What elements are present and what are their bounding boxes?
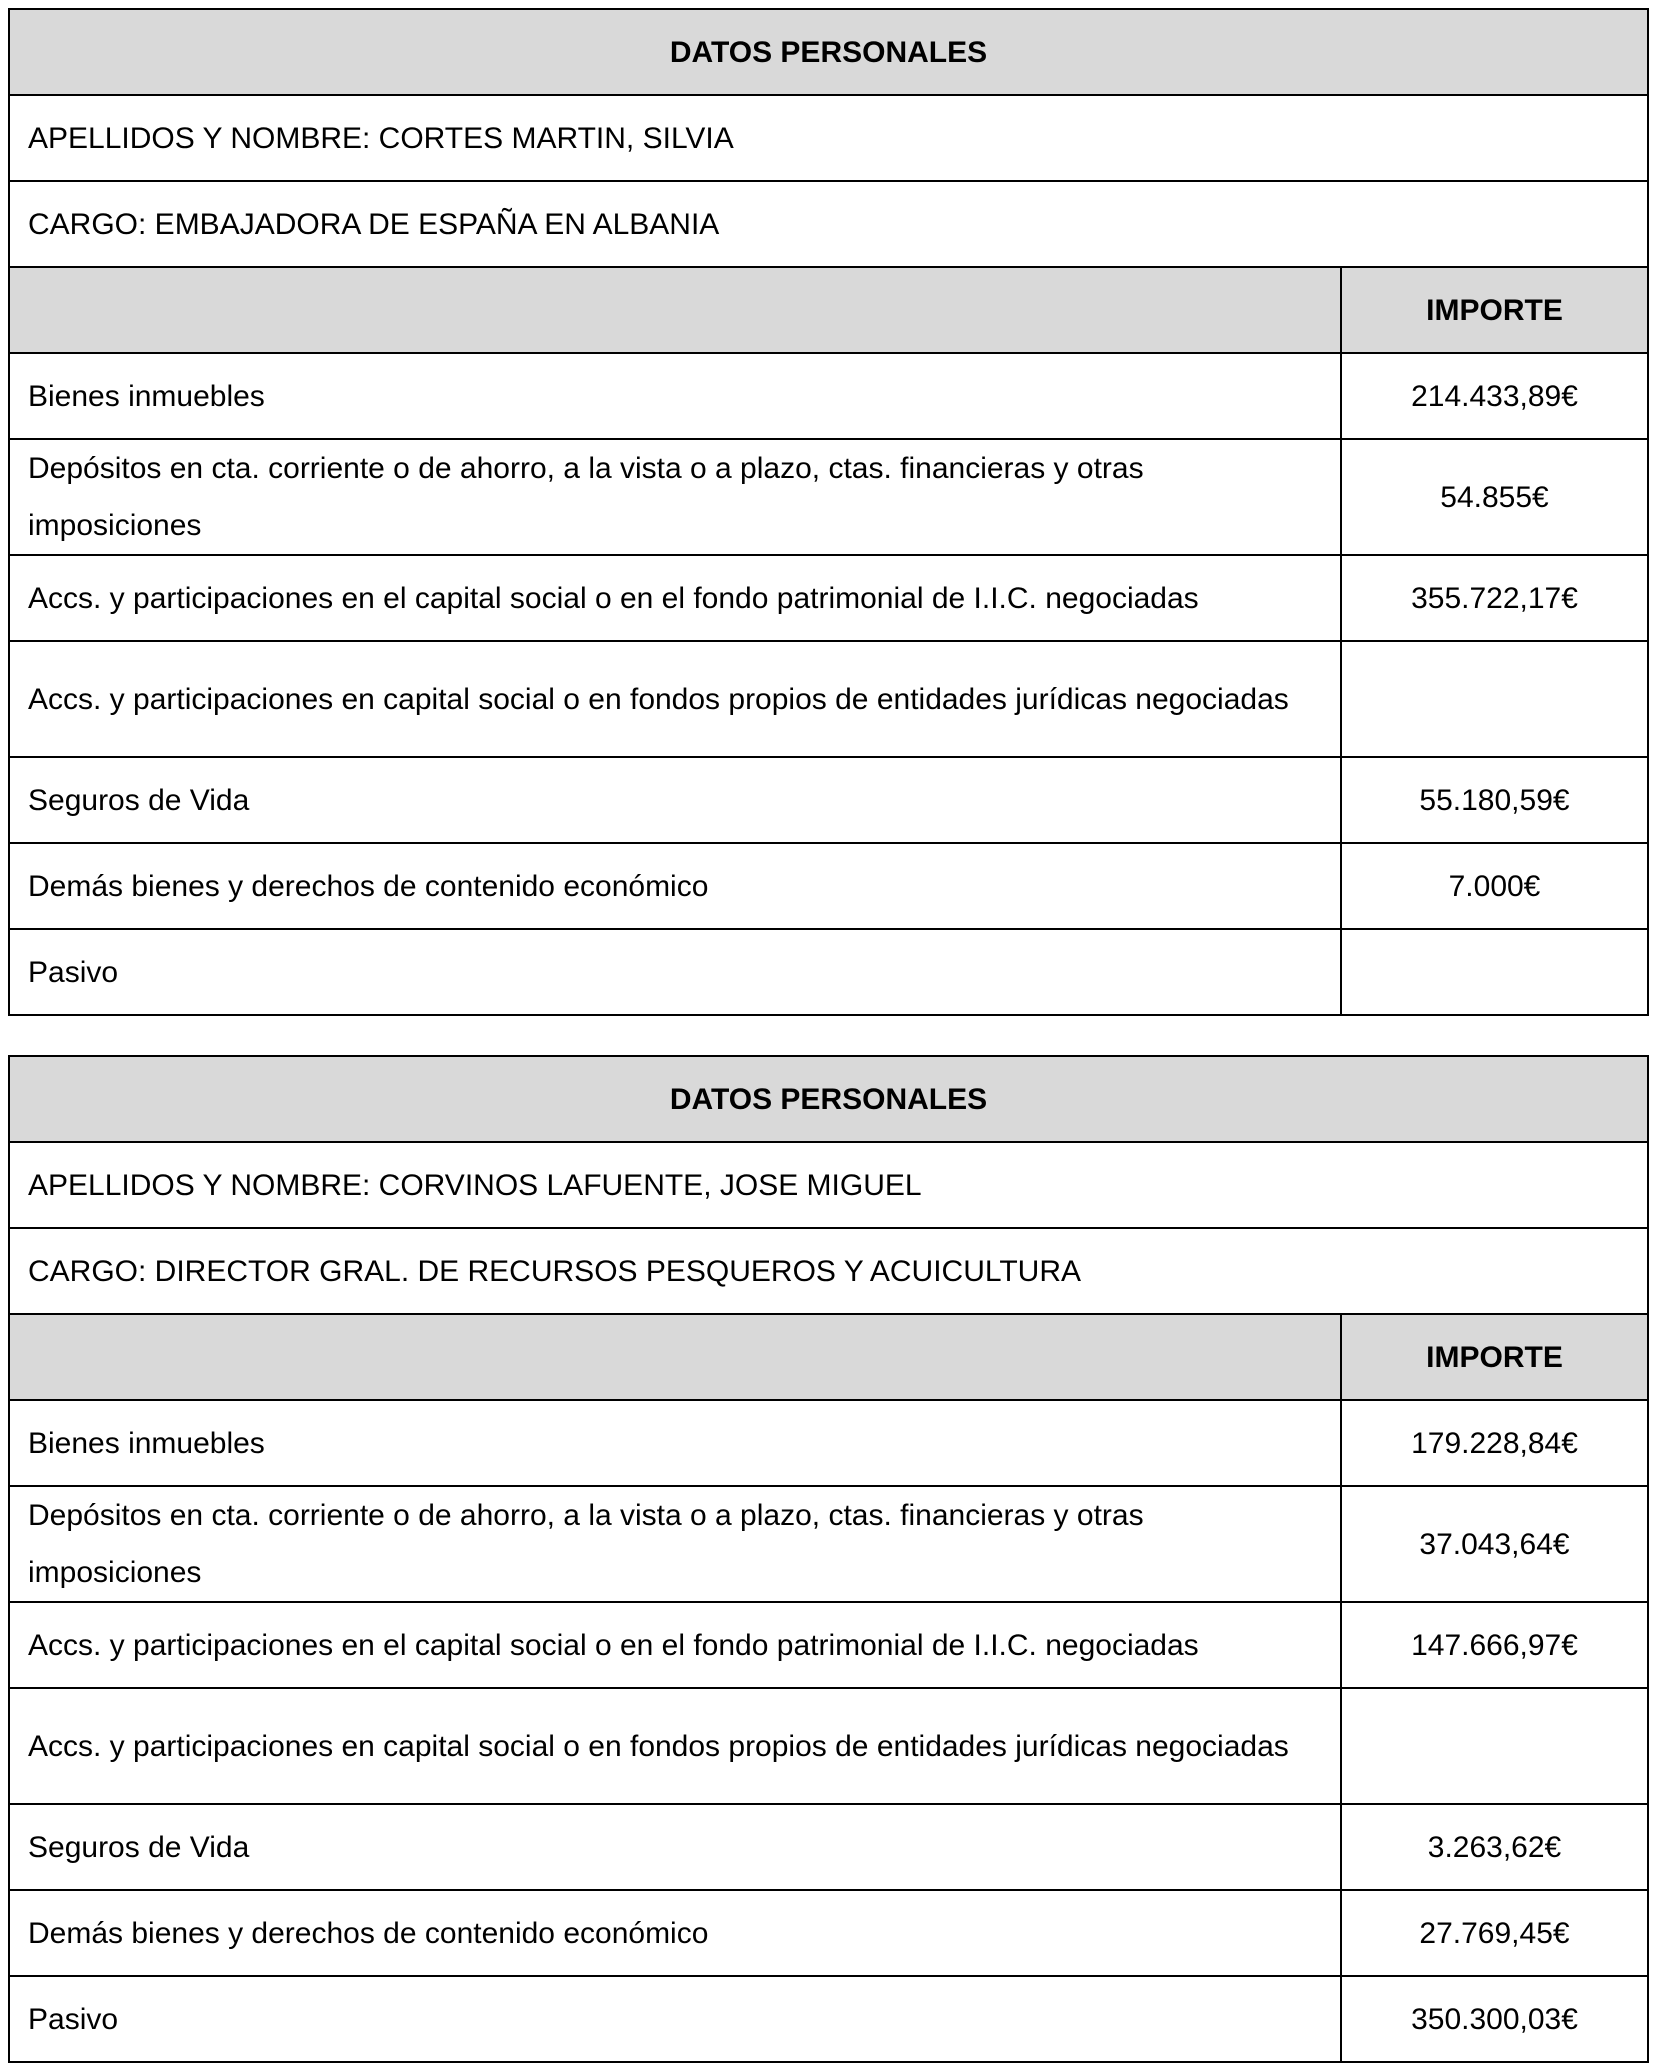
asset-amount	[1341, 1688, 1648, 1804]
asset-row	[9, 1804, 1648, 1890]
asset-row	[9, 1688, 1648, 1804]
asset-amount	[1341, 641, 1648, 757]
liability-amount: 350.300,03€	[1341, 1976, 1648, 2062]
liability-row	[9, 1976, 1648, 2062]
liability-label: Pasivo	[9, 1976, 1341, 2062]
liability-label: Pasivo	[9, 929, 1341, 1015]
blank-header-cell	[9, 1314, 1341, 1400]
asset-row	[9, 1602, 1648, 1688]
asset-label: Depósitos en cta. corriente o de ahorro, a la vista o a plazo, ctas. financieras y otras imposiciones	[9, 439, 1341, 555]
asset-row	[9, 1400, 1648, 1486]
asset-amount: 179.228,84€	[1341, 1400, 1648, 1486]
asset-amount: 37.043,64€	[1341, 1486, 1648, 1602]
asset-label: Accs. y participaciones en capital social o en fondos propios de entidades jurídicas negociadas	[9, 641, 1341, 757]
asset-row	[9, 757, 1648, 843]
asset-row	[9, 843, 1648, 929]
asset-label: Demás bienes y derechos de contenido económico	[9, 843, 1341, 929]
name-row	[9, 95, 1648, 181]
asset-amount: 7.000€	[1341, 843, 1648, 929]
full-name: APELLIDOS Y NOMBRE: CORVINOS LAFUENTE, JOSE MIGUEL	[9, 1142, 1648, 1228]
declaration-table	[8, 1055, 1649, 2063]
section-header-row	[9, 1056, 1648, 1142]
asset-row	[9, 1486, 1648, 1602]
liability-row	[9, 929, 1648, 1015]
section-title: DATOS PERSONALES	[9, 9, 1648, 95]
asset-label: Bienes inmuebles	[9, 353, 1341, 439]
asset-row	[9, 439, 1648, 555]
asset-row	[9, 353, 1648, 439]
asset-amount: 55.180,59€	[1341, 757, 1648, 843]
asset-amount: 214.433,89€	[1341, 353, 1648, 439]
asset-label: Accs. y participaciones en el capital social o en el fondo patrimonial de I.I.C. negociadas	[9, 555, 1341, 641]
section-header-row	[9, 9, 1648, 95]
column-header-row	[9, 1314, 1648, 1400]
asset-amount: 54.855€	[1341, 439, 1648, 555]
column-header-row	[9, 267, 1648, 353]
position: CARGO: EMBAJADORA DE ESPAÑA EN ALBANIA	[9, 181, 1648, 267]
asset-label: Depósitos en cta. corriente o de ahorro, a la vista o a plazo, ctas. financieras y otras imposiciones	[9, 1486, 1341, 1602]
asset-amount: 3.263,62€	[1341, 1804, 1648, 1890]
asset-amount: 355.722,17€	[1341, 555, 1648, 641]
asset-label: Accs. y participaciones en el capital social o en el fondo patrimonial de I.I.C. negociadas	[9, 1602, 1341, 1688]
position: CARGO: DIRECTOR GRAL. DE RECURSOS PESQUEROS Y ACUICULTURA	[9, 1228, 1648, 1314]
amount-header: IMPORTE	[1341, 267, 1648, 353]
position-row	[9, 181, 1648, 267]
asset-row	[9, 641, 1648, 757]
asset-label: Bienes inmuebles	[9, 1400, 1341, 1486]
declaration-table	[8, 8, 1649, 1016]
asset-label: Accs. y participaciones en capital social o en fondos propios de entidades jurídicas negociadas	[9, 1688, 1341, 1804]
asset-label: Seguros de Vida	[9, 757, 1341, 843]
asset-row	[9, 1890, 1648, 1976]
asset-label: Demás bienes y derechos de contenido económico	[9, 1890, 1341, 1976]
name-row	[9, 1142, 1648, 1228]
blank-header-cell	[9, 267, 1341, 353]
section-title: DATOS PERSONALES	[9, 1056, 1648, 1142]
asset-amount: 147.666,97€	[1341, 1602, 1648, 1688]
position-row	[9, 1228, 1648, 1314]
liability-amount	[1341, 929, 1648, 1015]
full-name: APELLIDOS Y NOMBRE: CORTES MARTIN, SILVIA	[9, 95, 1648, 181]
asset-amount: 27.769,45€	[1341, 1890, 1648, 1976]
amount-header: IMPORTE	[1341, 1314, 1648, 1400]
asset-row	[9, 555, 1648, 641]
asset-label: Seguros de Vida	[9, 1804, 1341, 1890]
